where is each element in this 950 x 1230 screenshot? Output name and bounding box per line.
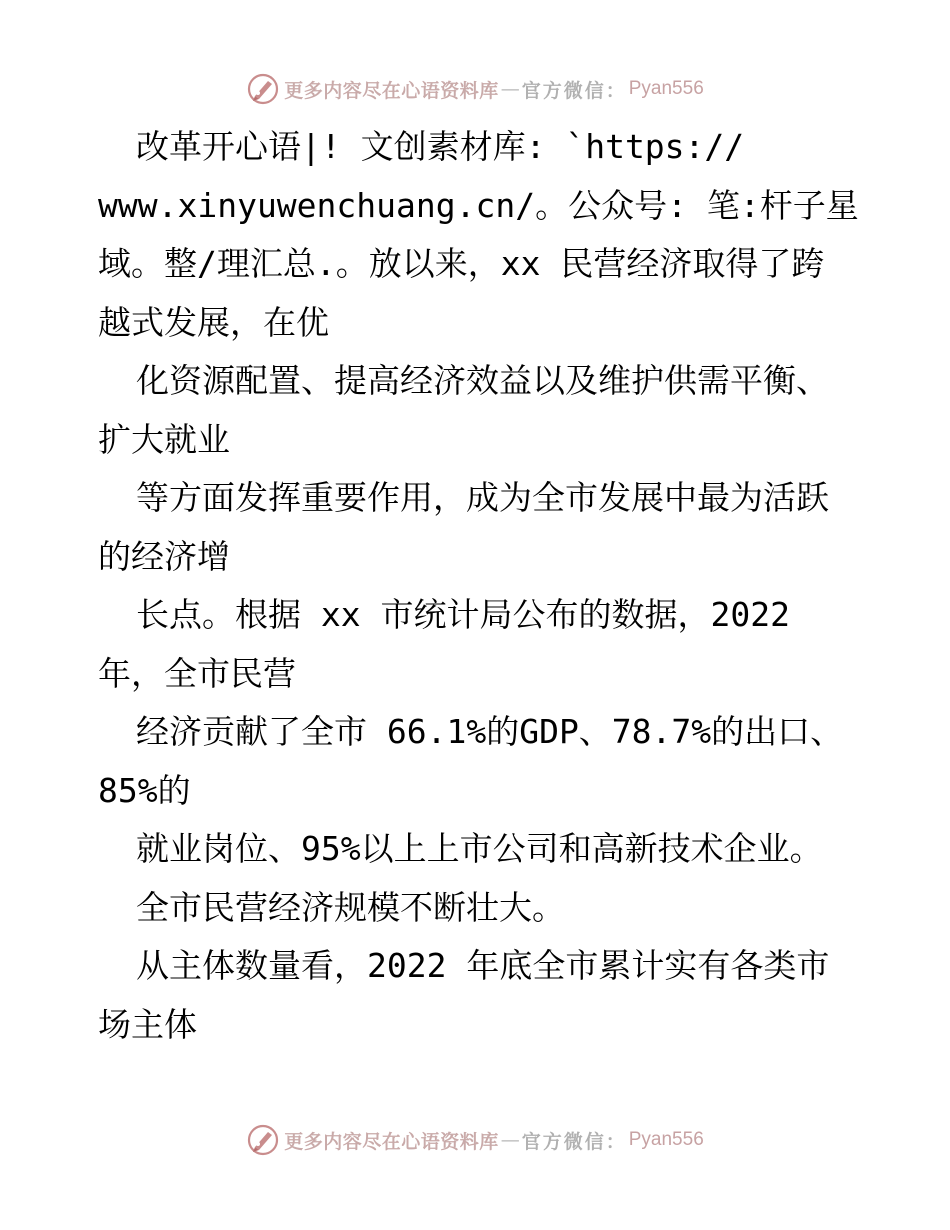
footer-banner[interactable] bbox=[0, 1122, 950, 1158]
text-line: 经济贡献了全市 66.1%的GDP、78.7%的出口、 bbox=[136, 712, 844, 751]
banner-dash: — bbox=[500, 1129, 520, 1151]
banner-main-text: 更多内容尽在心语资料库 bbox=[284, 79, 499, 102]
banner-dash: — bbox=[500, 78, 520, 100]
text-line: 年，全市民营 bbox=[98, 653, 296, 693]
banner-wechat-id: Pyan556 bbox=[628, 78, 704, 99]
text-line: 越式发展，在优 bbox=[98, 302, 329, 342]
text-line: www.xinyuwenchuang.cn/。公众号: 笔:杆子星 bbox=[98, 185, 859, 225]
text-line: 全市民营经济规模不断壮大。 bbox=[136, 887, 565, 927]
banner-wechat-label: 官方微信： bbox=[521, 1130, 627, 1153]
pen-logo-icon bbox=[246, 1123, 280, 1157]
text-line: 场主体 bbox=[98, 1004, 197, 1044]
text-line: 长点。根据 xx 市统计局公布的数据，2022 bbox=[136, 595, 790, 634]
body-text bbox=[98, 118, 868, 1054]
banner-wechat-label: 官方微信： bbox=[521, 79, 627, 102]
text-line: 等方面发挥重要作用，成为全市发展中最为活跃 bbox=[136, 478, 829, 517]
pen-logo-icon bbox=[246, 72, 280, 106]
text-line: 的经济增 bbox=[98, 536, 230, 576]
text-line: 就业岗位、95%以上上市公司和高新技术企业。 bbox=[136, 829, 823, 868]
text-line: 扩大就业 bbox=[98, 419, 230, 459]
banner-main-text: 更多内容尽在心语资料库 bbox=[284, 1130, 499, 1153]
text-line: 域。整/理汇总.。放以来，xx 民营经济取得了跨 bbox=[98, 244, 825, 283]
text-line: 化资源配置、提高经济效益以及维护供需平衡、 bbox=[136, 361, 829, 400]
header-banner[interactable] bbox=[0, 71, 950, 107]
text-line: 从主体数量看，2022 年底全市累计实有各类市 bbox=[136, 946, 830, 985]
text-line: 85%的 bbox=[98, 770, 191, 810]
text-line: 改革开心语|! 文创素材库: `https:// bbox=[136, 127, 745, 166]
banner-wechat-id: Pyan556 bbox=[628, 1129, 704, 1150]
